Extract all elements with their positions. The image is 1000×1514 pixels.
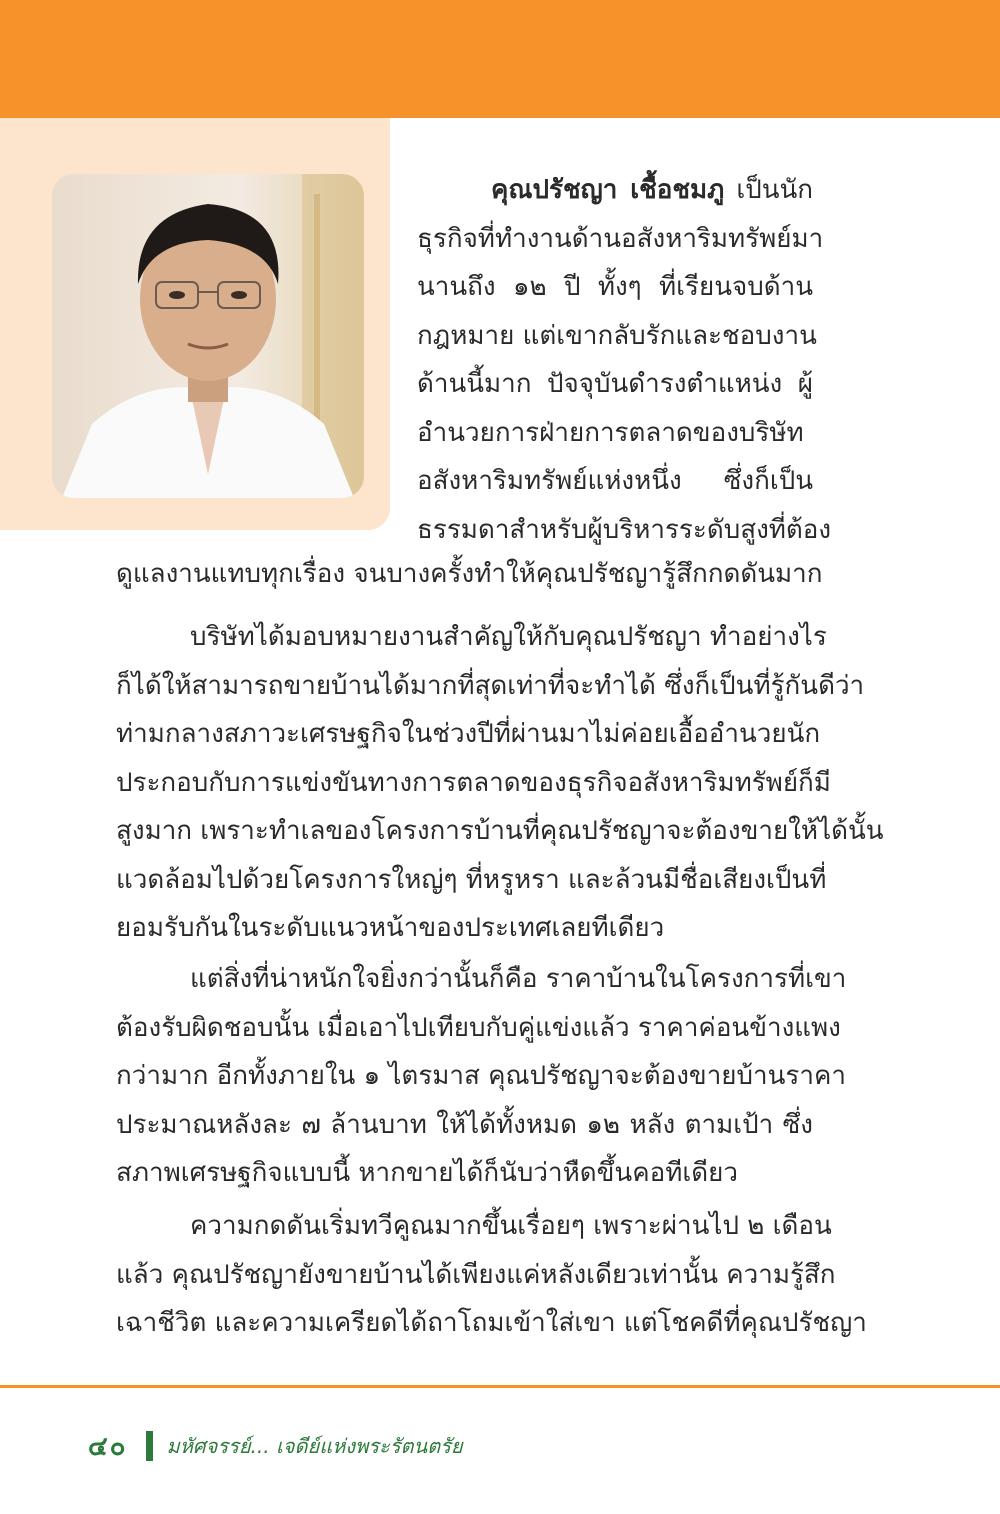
paragraph-line: ก็ได้ให้สามารถขายบ้านได้มากที่สุดเท่าที่จะทำได้ ซึ่งก็เป็นที่รู้กันดีว่า (116, 670, 865, 701)
paragraph-line: ท่ามกลางสภาวะเศรษฐกิจในช่วงปีที่ผ่านมาไม่ค่อยเอื้ออำนวยนัก (116, 719, 821, 749)
intro-first-line (417, 166, 813, 215)
paragraph-line: สูงมาก เพราะทำเลของโครงการบ้านที่คุณปรัชญาจะต้องขายให้ได้นั้น (116, 816, 884, 846)
paragraph-line: ต้องรับผิดชอบนั้น เมื่อเอาไปเทียบกับคู่แข่งแล้ว ราคาค่อนข้างแพง (116, 1012, 841, 1043)
paragraph-line: กว่ามาก อีกทั้งภายใน ๑ ไตรมาส คุณปรัชญาจะต้องขายบ้านราคา (116, 1061, 846, 1091)
person-name: คุณปรัชญา เชื้อชมภู (491, 175, 725, 205)
intro-line: ธุรกิจที่ทำงานด้านอสังหาริมทรัพย์มา (417, 223, 824, 254)
page-number: ๔๐ (88, 1431, 128, 1462)
intro-line: กฎหมาย แต่เขากลับรักและชอบงาน (417, 320, 817, 351)
intro-continuation (116, 550, 823, 599)
intro-line: ด้านนี้มาก ปัจจุบันดำรงตำแหน่ง ผู้ (417, 369, 813, 399)
paragraph-line: เฉาชีวิต และความเครียดได้ถาโถมเข้าใส่เขา แต่โชคดีที่คุณปรัชญา (116, 1308, 867, 1338)
intro-line: อสังหาริมทรัพย์แห่งหนึ่ง ซึ่งก็เป็น (417, 466, 813, 496)
paragraph-line: บริษัทได้มอบหมายงานสำคัญให้กับคุณปรัชญา ทำอย่างไร (190, 622, 827, 652)
book-title: มหัศจรรย์... เจดีย์แห่งพระรัตนตรัย (166, 1434, 463, 1458)
page-footer (88, 1428, 463, 1464)
portrait-photo (52, 174, 364, 498)
intro-column (417, 166, 832, 554)
header-color-band (0, 0, 1000, 118)
footer-divider (0, 1385, 1000, 1388)
footer-separator-bar (146, 1431, 153, 1461)
intro-line: นานถึง ๑๒ ปี ทั้งๆ ที่เรียนจบด้าน (417, 272, 813, 302)
intro-line: อำนวยการฝ่ายการตลาดของบริษัท (417, 417, 804, 448)
intro-line: เป็นนัก (736, 175, 813, 205)
paragraph-line: แต่สิ่งที่น่าหนักใจยิ่งกว่านั้นก็คือ ราคาบ้านในโครงการที่เขา (190, 964, 847, 994)
paragraph-line: แล้ว คุณปรัชญายังขายบ้านได้เพียงแค่หลังเดียวเท่านั้น ความรู้สึก (116, 1259, 836, 1290)
paragraph-2 (116, 955, 847, 1198)
portrait-illustration (52, 174, 364, 498)
paragraph-line: ความกดดันเริ่มทวีคูณมากขึ้นเรื่อยๆ เพราะผ่านไป ๒ เดือน (190, 1211, 832, 1241)
paragraph-3 (116, 1202, 867, 1348)
intro-continuation-line: ดูแลงานแทบทุกเรื่อง จนบางครั้งทำให้คุณปรัชญารู้สึกกดดันมาก (116, 559, 823, 589)
paragraph-line: สภาพเศรษฐกิจแบบนี้ หากขายได้ก็นับว่าหืดขึ้นคอทีเดียว (116, 1158, 738, 1188)
paragraph-line: ประกอบกับการแข่งขันทางการตลาดของธุรกิจอสังหาริมทรัพย์ก็มี (116, 767, 831, 798)
intro-line: ธรรมดาสำหรับผู้บริหารระดับสูงที่ต้อง (417, 514, 832, 545)
paragraph-line: ยอมรับกันในระดับแนวหน้าของประเทศเลยทีเดียว (116, 913, 665, 943)
paragraph-line: แวดล้อมไปด้วยโครงการใหญ่ๆ ที่หรูหรา และล้วนมีชื่อเสียงเป็นที่ (116, 864, 827, 895)
paragraph-1 (116, 613, 884, 953)
paragraph-line: ประมาณหลังละ ๗ ล้านบาท ให้ได้ทั้งหมด ๑๒ หลัง ตามเป้า ซึ่ง (116, 1109, 813, 1140)
